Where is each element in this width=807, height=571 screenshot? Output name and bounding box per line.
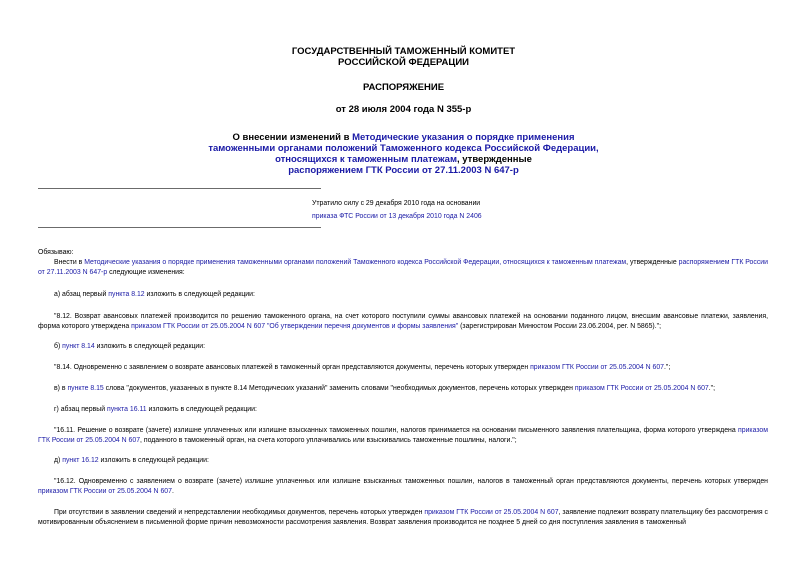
- link-order-647[interactable]: распоряжением ГТК России от 27.11.2003 N 647-р: [38, 259, 768, 277]
- paragraph-item-g: [38, 405, 768, 415]
- link-methodical-guidelines[interactable]: Методические указания о порядке применения таможенными органами положений Таможенного кодекса Российской Федерации, относящихся к таможенным платежам: [84, 259, 627, 266]
- text: изложить в следующей редакции:: [144, 291, 255, 298]
- document-title-line-3: [0, 154, 807, 165]
- text: .";: [708, 385, 716, 392]
- document-title-line-2: [0, 143, 807, 154]
- paragraph-quote-8-12: [38, 312, 768, 332]
- status-link[interactable]: приказа ФТС России от 13 декабря 2010 года N 2406: [312, 212, 482, 220]
- text: "8.12. Возврат авансовых платежей производится по решению таможенного органа, на счет которого поступили суммы авансовых платежей на основании поданного лицом, внесшим авансовые платежи, заявления, форма которого утверждена: [38, 313, 768, 331]
- paragraph-intro: [38, 258, 768, 278]
- title-link-1[interactable]: Методические указания о порядке применения: [352, 132, 575, 143]
- paragraph-item-b: [38, 342, 768, 352]
- status-note: [312, 198, 482, 223]
- link-point-8-12[interactable]: пункта 8.12: [108, 291, 145, 298]
- text: б): [54, 343, 63, 350]
- link-order-607[interactable]: приказом ГТК России от 25.05.2004 N 607: [38, 488, 172, 496]
- text: "8.14. Одновременно с заявлением о возврате авансовых платежей в таможенный орган представляются документы, перечень которых утвержден: [54, 364, 531, 371]
- issuer-line-1: ГОСУДАРСТВЕННЫЙ ТАМОЖЕННЫЙ КОМИТЕТ: [291, 46, 516, 57]
- link-order-607[interactable]: приказом ГТК России от 25.05.2004 N 607: [530, 364, 665, 371]
- paragraph-obyazyvayu: Обязываю:: [38, 249, 74, 256]
- text: слова "документов, указанных в пункте 8.14 Методических указаний" заменить словами "необходимых документов, перечень которых утвержден: [103, 385, 575, 392]
- separator-top: [38, 188, 321, 189]
- document-title-line-1: [0, 132, 807, 143]
- text: .: [171, 488, 174, 496]
- text: изложить в следующей редакции:: [94, 343, 206, 350]
- title-link-4[interactable]: распоряжением ГТК России от 27.11.2003 N 647-р: [288, 165, 519, 176]
- link-point-16-12[interactable]: пункт 16.12: [62, 457, 99, 464]
- link-point-16-11[interactable]: пункта 16.11: [106, 406, 147, 413]
- text: а) абзац первый: [54, 291, 109, 298]
- document-date: от 28 июля 2004 года N 355-р: [335, 104, 472, 115]
- text: , утвержденные: [626, 259, 679, 266]
- text: изложить в следующей редакции:: [98, 457, 209, 464]
- text: следующие изменения:: [107, 269, 185, 277]
- text: "16.12. Одновременно с заявлением о возврате (зачете) излишне уплаченных или излишне взысканных таможенных пошлин, налогов в таможенный орган представляются документы, перечень которых утвержден: [54, 478, 768, 485]
- text: При отсутствии в заявлении сведений и непредставлении необходимых документов, перечень которых утвержден: [54, 509, 425, 516]
- link-order-607[interactable]: приказом ГТК России от 25.05.2004 N 607: [424, 509, 559, 516]
- text: "16.11. Решение о возврате (зачете) излишне уплаченных или излишне взысканных таможенных пошлин, налогов принимается на основании письменного заявления плательщика, форма которого утверждена: [54, 427, 738, 434]
- status-line: Утратило силу с 29 декабря 2010 года на основании: [312, 200, 481, 207]
- link-point-8-14[interactable]: пункт 8.14: [62, 343, 95, 350]
- link-order-607[interactable]: приказом ГТК России от 25.05.2004 N 607: [574, 385, 709, 392]
- document-title-line-4: [0, 165, 807, 176]
- text: .";: [664, 364, 671, 371]
- text: изложить в следующей редакции:: [146, 406, 257, 413]
- title-link-3[interactable]: относящихся к таможенным платежам: [275, 154, 457, 165]
- paragraph-quote-8-14: [38, 363, 768, 373]
- paragraph-quote-16-11: [38, 426, 768, 446]
- title-text-2: , утвержденные: [456, 154, 532, 165]
- paragraph-item-d: [38, 456, 768, 466]
- link-point-8-15[interactable]: пункте 8.15: [67, 385, 104, 392]
- link-order-607[interactable]: приказом ГТК России от 25.05.2004 N 607: [38, 427, 768, 445]
- text: г) абзац первый: [54, 406, 107, 413]
- text: , заявление подлежит возврату плательщику без рассмотрения с мотивированным объяснением в письменной форме причин невозможности рассмотрения заявления. Возврат заявления производится не позднее 5 дней со дня поступления заявления в таможенный: [38, 509, 768, 527]
- text: , поданного в таможенный орган, на счета которого уплачивались или взыскивались таможенные пошлины, налоги.";: [140, 437, 517, 445]
- paragraph-quote-16-12: [38, 477, 768, 497]
- document-type: РАСПОРЯЖЕНИЕ: [362, 82, 445, 93]
- paragraph-return-conditions: [38, 508, 768, 528]
- text: д): [54, 457, 63, 464]
- title-text: О внесении изменений в: [232, 132, 353, 143]
- paragraph-item-v: [38, 384, 768, 394]
- title-link-2[interactable]: таможенными органами положений Таможенного кодекса Российской Федерации,: [208, 143, 599, 154]
- paragraph-item-a: [38, 290, 768, 300]
- link-order-607[interactable]: приказом ГТК России от 25.05.2004 N 607 "Об утверждении перечня документов и формы заявления": [131, 323, 459, 331]
- separator-bottom: [38, 227, 321, 228]
- text: Внести в: [54, 259, 85, 266]
- issuer-line-2: РОССИЙСКОЙ ФЕДЕРАЦИИ: [337, 57, 469, 68]
- text: (зарегистрирован Минюстом России 23.06.2004, рег. N 5865).";: [458, 323, 661, 331]
- text: в) в: [54, 385, 68, 392]
